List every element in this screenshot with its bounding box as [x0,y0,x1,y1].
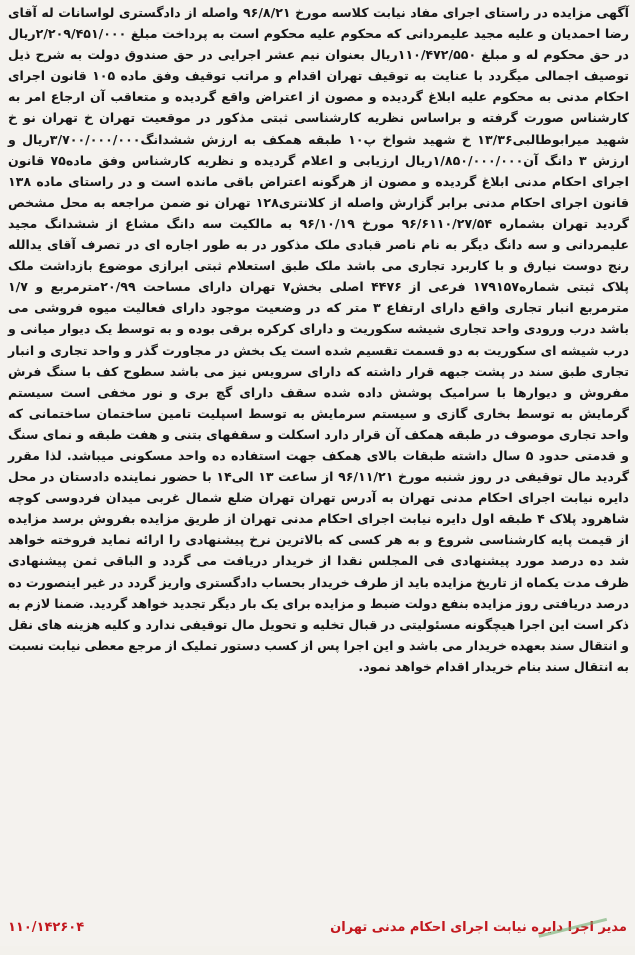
notice-body-text: آگهی مزایده در راستای اجرای مفاد نیابت کلاسه مورخ ۹۶/۸/۲۱ واصله از دادگستری لواسانات له آقای رضا احمدیان و علیه مجید علیمردانی که محکوم علیه محکوم است به پرداخت مبلغ ۲/۲۰۹/۴۵۱/۰۰۰ریال در حق محکوم له و مبلغ ۱۱۰/۴۷۲/۵۵۰ریال بعنوان نیم عشر اجرایی در حق صندوق دولت به شرح ذیل توصیف اجمالی میگردد با عنایت به توقیف تهران اقدام و مراتب توقیف وفق ماده ۱۰۵ قانون اجرای احکام مدنی به محکوم علیه ابلاغ گردیده و مصون از اعتراض واقع گردیده و متعاقب آن ارجاع امر به کارشناس صورت گرفته و براساس نظریه کارشناسی ثبتی مذکور در موقعیت تهران خ تهران نو خ شهید میرابوطالبی۱۳/۳۶ خ شهید شواخ پ۱۰ طبقه همکف به ارزش ششدانگ۳/۷۰۰/۰۰۰/۰۰۰ریال و ارزش ۳ دانگ آن۱/۸۵۰/۰۰۰/۰۰۰ریال ارزیابی و اعلام گردیده و نظریه کارشناس وفق ماده۷۵ قانون اجرای احکام مدنی ابلاغ گردیده و مصون از هرگونه اعتراض باقی مانده است و در راستای ماده ۱۳۸ قانون اجرای احکام مدنی برابر گزارش واصله از کلانتری۱۲۸ تهران نو ضمن مراجعه به محل مشخص گردید تهران بشماره ۹۶/۶۱۱۰/۲۷/۵۴ مورخ ۹۶/۱۰/۱۹ به مالکیت سه دانگ مشاع از ششدانگ مجید علیمردانی و سه دانگ دیگر به نام ناصر قبادی ملک مذکور در به طور اجاره ای در تصرف آقای یدالله رنج دوست نیارق و با کاربرد تجاری می باشد ملک طبق استعلام ثبتی ابرازی موضوع بازداشت ملک پلاک ثبتی شماره۱۷۹۱۵۷ فرعی از ۴۴۷۶ اصلی بخش۷ تهران دارای مساحت ۲۰/۹۹مترمربع و ۱/۷ مترمربع انبار تجاری واقع دارای ارتفاع ۳ متر که در وضعیت موجود دارای فعالیت میوه فروشی می باشد درب ورودی واحد تجاری شیشه سکوریت و دارای کرکره برقی بوده و به توسط یک دیوار میانی و درب شیشه ای سکوریت به دو قسمت تقسیم شده است یک بخش در مجاورت گذر و واحد تجاری و انبار تجاری طبق سند در پشت جبهه قرار داشته که دارای سرویس نیز می باشد سطوح کف با سنگ فرش مفروش و دیوارها با سرامیک پوشش داده شده سقف دارای گچ بری و نور مخفی است سیستم گرمایش به توسط بخاری گازی و سیستم سرمایش به توسط اسپلیت تامین ساختمان ساختمانی که واحد تجاری موصوف در طبقه همکف آن قرار دارد اسکلت و سقفهای بتنی و هفت طبقه و نمای سنگ و قدمتی حدود ۵ سال داشته طبقات بالای همکف جهت استفاده ده واحد مسکونی میباشد. لذا مقرر گردید مال توقیفی در روز شنبه مورخ ۹۶/۱۱/۲۱ از ساعت ۱۳ الی۱۴ با حضور نماینده دادستان در محل دایره نیابت اجرای احکام مدنی تهران به آدرس تهران تهران ضلع شمال غربی میدان فردوسی کوچه شاهرود پلاک ۴ طبقه اول دایره نیابت اجرای احکام مدنی تهران از طریق مزایده بفروش برسد مزایده از قیمت پایه کارشناسی شروع و به هر کسی که بالاترین نرخ پیشنهادی را ارائه نماید فروخته خواهد شد ده درصد مورد پیشنهادی فی المجلس نقدا از خریدار دریافت می گردد و الباقی ثمن پیشنهادی ظرف مدت یکماه از تاریخ مزایده باید از طرف خریدار بحساب دادگستری واریز گردد در غیر اینصورت ده درصد دریافتی روز مزایده بنفع دولت ضبط و مزایده برای یک بار دیگر تجدید خواهد گردید. ضمنا لازم به ذکر است این اجرا هیچگونه مسئولیتی در قبال تخلیه و تحویل مال توقیفی ندارد و کلیه هزینه های نقل و انتقال سند بعهده خریدار می باشد و این اجرا پس از کسب دستور تملیک از مرجع معطی نیابت نسبت به انتقال سند بنام خریدار اقدام خواهد نمود. [8,5,630,674]
notice-footer [8,914,627,940]
tracking-code: ۱۱۰/۱۴۲۶۰۴ [8,919,85,935]
issuer-signature: مدیر اجرا دایره نیابت اجرای احکام مدنی تهران [330,919,627,935]
